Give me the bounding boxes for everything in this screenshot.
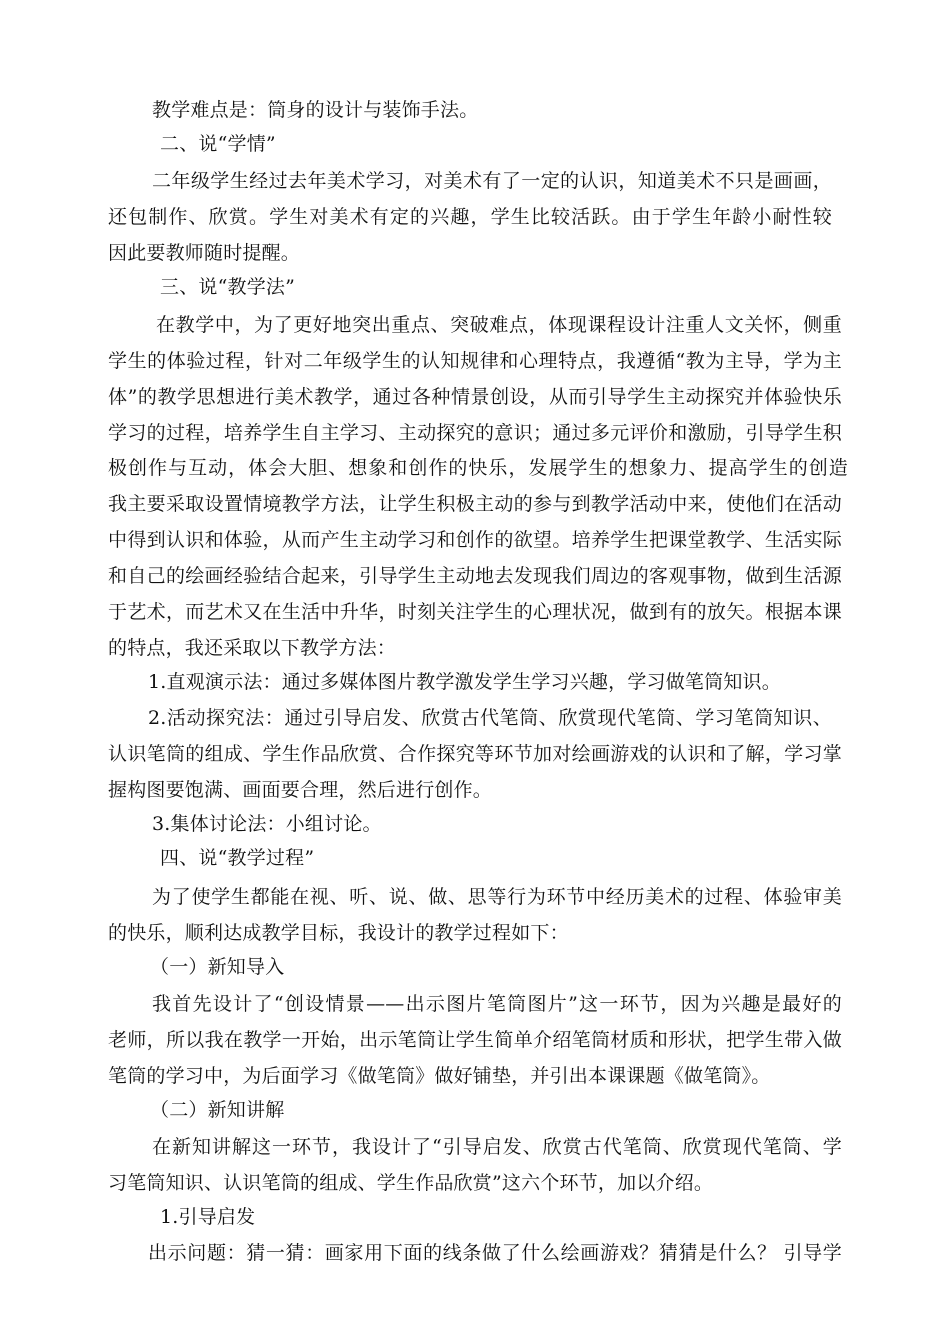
text-line: 因此要教师随时提醒。 bbox=[108, 242, 301, 264]
subheading-guided-inspiration: 1.引导启发 bbox=[160, 1206, 256, 1228]
list-item-method-2: 2.活动探究法：通过引导启发、欣赏古代笔筒、欣赏现代笔筒、学习笔筒知识、 bbox=[148, 707, 832, 729]
subheading-new-knowledge-intro: （一）新知导入 bbox=[150, 956, 285, 978]
text-line: 在新知讲解这一环节，我设计了“引导启发、欣赏古代笔筒、欣赏现代笔筒、学 bbox=[152, 1136, 842, 1158]
text-line: 握构图要饱满、画面要合理，然后进行创作。 bbox=[108, 779, 493, 801]
list-item-method-3: 3.集体讨论法：小组讨论。 bbox=[152, 813, 382, 835]
heading-learning-situation: 二、说“学情” bbox=[160, 133, 276, 155]
subheading-new-knowledge-explain: （二）新知讲解 bbox=[150, 1099, 285, 1121]
heading-teaching-method: 三、说“教学法” bbox=[160, 276, 296, 298]
text-line: 出示问题：猜一猜：画家用下面的线条做了什么绘画游戏？猜猜是什么？ 引导学 bbox=[148, 1242, 842, 1264]
list-item-method-1: 1.直观演示法：通过多媒体图片教学激发学生学习兴趣，学习做笔筒知识。 bbox=[148, 671, 781, 693]
heading-teaching-process: 四、说“教学过程” bbox=[160, 847, 315, 869]
text-line-difficulty: 教学难点是：筒身的设计与装饰手法。 bbox=[152, 99, 479, 121]
text-line: 学生的体验过程，针对二年级学生的认知规律和心理特点，我遵循“教为主导，学为主 bbox=[108, 350, 842, 372]
text-line: 还包制作、欣赏。学生对美术有定的兴趣，学生比较活跃。由于学生年龄小耐性较 bbox=[108, 206, 832, 228]
text-line: 学习的过程，培养学生自主学习、主动探究的意识；通过多元评价和激励，引导学生积 bbox=[108, 422, 842, 444]
text-line: 中得到认识和体验，从而产生主动学习和创作的欲望。培养学生把课堂教学、生活实际 bbox=[108, 529, 842, 551]
text-line: 二年级学生经过去年美术学习，对美术有了一定的认识，知道美术不只是画画， bbox=[152, 170, 832, 192]
text-line: 极创作与互动，体会大胆、想象和创作的快乐，发展学生的想象力、提高学生的创造 bbox=[108, 457, 848, 479]
text-line: 于艺术，而艺术又在生活中升华，时刻关注学生的心理状况，做到有的放矢。根据本课 bbox=[108, 601, 842, 623]
text-line: 的快乐，顺利达成教学目标，我设计的教学过程如下： bbox=[108, 922, 569, 944]
text-line: 习笔筒知识、认识笔筒的组成、学生作品欣赏”这六个环节，加以介绍。 bbox=[108, 1172, 714, 1194]
text-line: 为了使学生都能在视、听、说、做、思等行为环节中经历美术的过程、体验审美 bbox=[152, 886, 842, 908]
text-line: 认识笔筒的组成、学生作品欣赏、合作探究等环节加对绘画游戏的认识和了解，学习掌 bbox=[108, 743, 842, 765]
text-line: 我主要采取设置情境教学方法，让学生积极主动的参与到教学活动中来，使他们在活动 bbox=[108, 493, 842, 515]
text-line: 在教学中，为了更好地突出重点、突破难点，体现课程设计注重人文关怀，侧重 bbox=[156, 314, 842, 336]
text-line: 笔筒的学习中，为后面学习《做笔筒》做好铺垫，并引出本课课题《做笔筒》。 bbox=[108, 1065, 771, 1087]
text-line: 体”的教学思想进行美术教学，通过各种情景创设，从而引导学生主动探究并体验快乐 bbox=[108, 386, 842, 408]
text-line: 老师，所以我在教学一开始，出示笔筒让学生简单介绍笔筒材质和形状，把学生带入做 bbox=[108, 1029, 842, 1051]
text-line: 的特点，我还采取以下教学方法： bbox=[108, 637, 397, 659]
text-line: 我首先设计了“创设情景——出示图片笔筒图片”这一环节，因为兴趣是最好的 bbox=[152, 993, 842, 1015]
text-line: 和自己的绘画经验结合起来，引导学生主动地去发现我们周边的客观事物，做到生活源 bbox=[108, 565, 842, 587]
